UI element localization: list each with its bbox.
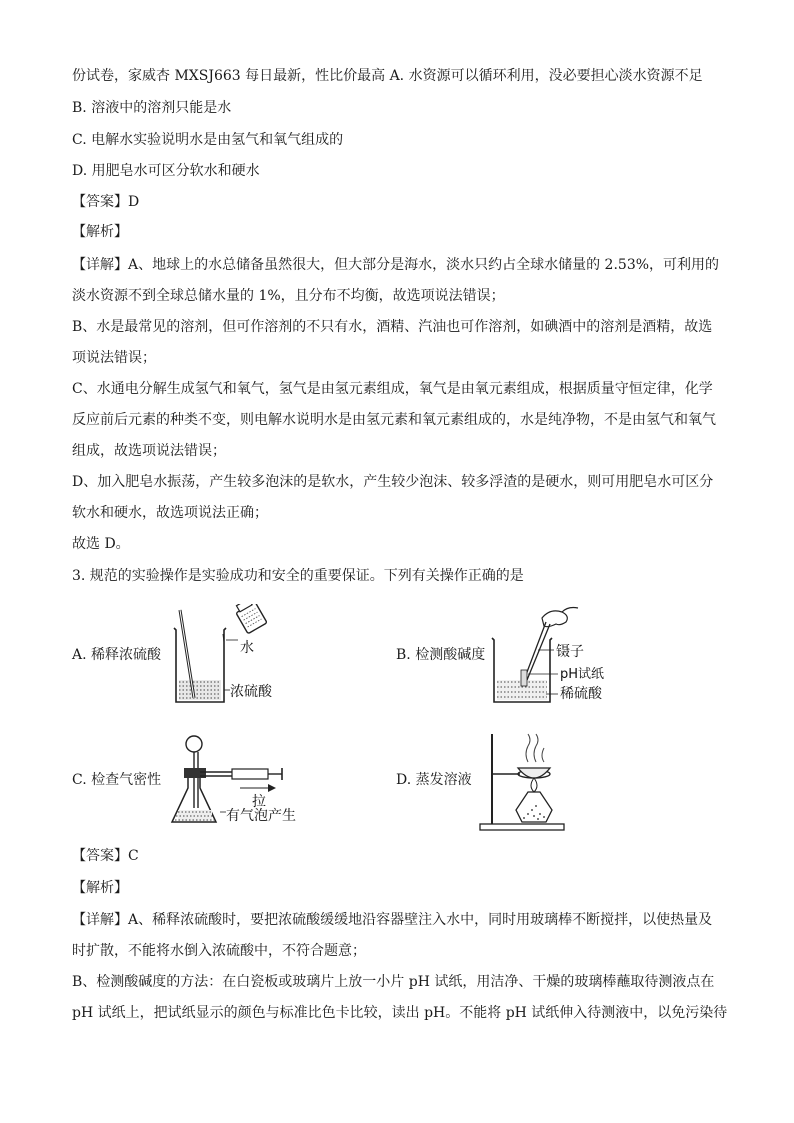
q2-detail-line: 软水和硬水，故选项说法正确；	[72, 505, 268, 521]
q2-detail-line: 反应前后元素的种类不变，则电解水说明水是由氢元素和氧元素组成的，水是纯净物，不是由氢气和氧气	[72, 412, 716, 428]
q3-option-c-label: C. 检查气密性	[72, 772, 162, 788]
q3-stem: 3. 规范的实验操作是实验成功和安全的重要保证。下列有关操作正确的是	[72, 568, 524, 584]
q3-option-d-label: D. 蒸发溶液	[396, 772, 472, 788]
dilute-acid-label: 稀硫酸	[560, 686, 602, 702]
q3-detail-line: pH 试纸上，把试纸显示的颜色与标准比色卡比较，读出 pH。不能将 pH 试纸伸入待测液中，以免污染待	[72, 1005, 728, 1021]
q2-detail-line: 淡水资源不到全球总储水量的 1%，且分布不均衡，故选项说法错误；	[72, 288, 505, 304]
tweezers-label: 镊子	[556, 644, 584, 660]
ph-paper-label: pH试纸	[560, 667, 605, 682]
q3-option-a-label: A. 稀释浓硫酸	[72, 647, 162, 663]
q2-option-b: B. 溶液中的溶剂只能是水	[72, 100, 232, 116]
ph-test-figure	[490, 604, 620, 708]
q2-detail-line: 故选 D。	[72, 536, 130, 552]
pull-label: 拉	[252, 794, 266, 810]
q2-option-c: C. 电解水实验说明水是由氢气和氧气组成的	[72, 132, 344, 148]
q2-detail-line: 组成，故选项说法错误；	[72, 443, 226, 459]
q2-detail-line: C、水通电分解生成氢气和氧气，氢气是由氢元素组成，氧气是由氧元素组成，根据质量守恒定律，化学	[72, 381, 713, 397]
q3-detail-line: B、检测酸碱度的方法：在白瓷板或玻璃片上放一小片 pH 试纸，用洁净、干燥的玻璃棒蘸取待测液点在	[72, 974, 715, 990]
q3-answer: 【答案】C	[72, 848, 139, 864]
bubbles-label: 有气泡产生	[226, 808, 296, 824]
q2-detail-line: D、加入肥皂水振荡，产生较多泡沫的是软水，产生较少泡沫、较多浮渣的是硬水，则可用肥皂水可区分	[72, 474, 714, 490]
dilute-acid-figure	[168, 604, 318, 708]
q2-analysis-title: 【解析】	[72, 224, 128, 240]
q2-answer: 【答案】D	[72, 194, 140, 210]
evaporation-figure	[478, 730, 588, 834]
q2-detail-line: 【详解】A、地球上的水总储备虽然很大，但大部分是海水，淡水只约占全球水储量的 2.53%，可利用的	[72, 257, 720, 273]
q3-detail-line: 时扩散，不能将水倒入浓硫酸中，不符合题意；	[72, 943, 366, 959]
q3-option-b-label: B. 检测酸碱度	[396, 647, 486, 663]
q3-analysis-title: 【解析】	[72, 880, 128, 896]
water-label: 水	[240, 640, 254, 656]
airtight-check-figure	[170, 730, 310, 834]
q2-option-d: D. 用肥皂水可区分软水和硬水	[72, 163, 260, 179]
q3-detail-line: 【详解】A、稀释浓硫酸时，要把浓硫酸缓缓地沿容器壁注入水中，同时用玻璃棒不断搅拌，以使热量及	[72, 912, 713, 928]
q2-detail-line: 项说法错误；	[72, 350, 156, 366]
conc-acid-label: 浓硫酸	[230, 684, 272, 700]
q2-detail-line: B、水是最常见的溶剂，但可作溶剂的不只有水，酒精、汽油也可作溶剂，如碘酒中的溶剂是酒精，故选	[72, 319, 713, 335]
q2-option-a: 份试卷，家威杏 MXSJ663 每日最新，性比价最高 A. 水资源可以循环利用，没必要担心淡水资源不足	[72, 68, 703, 84]
